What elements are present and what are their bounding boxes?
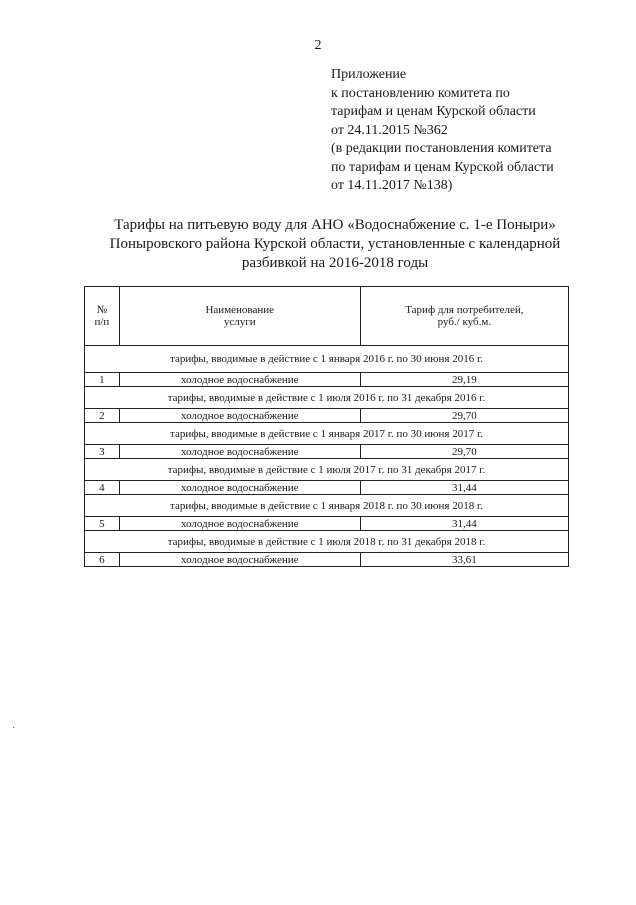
service-name: холодное водоснабжение xyxy=(119,445,360,459)
scan-mark: · xyxy=(12,723,16,734)
appendix-line: по тарифам и ценам Курской области xyxy=(331,159,554,175)
table-row xyxy=(85,517,569,531)
period-row xyxy=(85,531,569,553)
appendix-block xyxy=(331,66,631,196)
tariff-value: 29,19 xyxy=(360,373,568,387)
period-label: тарифы, вводимые в действие с 1 июля 2018 г. по 31 декабря 2018 г. xyxy=(85,531,569,553)
period-row xyxy=(85,346,569,373)
header-num: № п/п xyxy=(85,287,120,346)
period-label: тарифы, вводимые в действие с 1 января 2016 г. по 30 июня 2016 г. xyxy=(85,346,569,373)
tariff-table xyxy=(84,286,569,567)
tariff-value: 31,44 xyxy=(360,481,568,495)
table-row xyxy=(85,445,569,459)
table-row xyxy=(85,373,569,387)
service-name: холодное водоснабжение xyxy=(119,517,360,531)
header-tariff: Тариф для потребителей, руб./ куб.м. xyxy=(360,287,568,346)
service-name: холодное водоснабжение xyxy=(119,553,360,567)
tariff-value: 33,61 xyxy=(360,553,568,567)
appendix-line: к постановлению комитета по xyxy=(331,85,510,101)
period-label: тарифы, вводимые в действие с 1 января 2017 г. по 30 июня 2017 г. xyxy=(85,423,569,445)
appendix-line: от 14.11.2017 №138) xyxy=(331,178,453,193)
appendix-line: от 24.11.2015 №362 xyxy=(331,122,448,138)
tariff-value: 31,44 xyxy=(360,517,568,531)
title-line: разбивкой на 2016-2018 годы xyxy=(241,255,429,271)
period-label: тарифы, вводимые в действие с 1 июля 2016 г. по 31 декабря 2016 г. xyxy=(85,387,569,409)
appendix-line: (в редакции постановления комитета xyxy=(331,141,552,156)
service-name: холодное водоснабжение xyxy=(119,481,360,495)
table-header-row xyxy=(85,287,569,346)
header-service: Наименование услуги xyxy=(119,287,360,346)
table-row xyxy=(85,553,569,567)
row-number: 4 xyxy=(85,481,120,495)
period-label: тарифы, вводимые в действие с 1 января 2018 г. по 30 июня 2018 г. xyxy=(85,495,569,517)
title-line: Поныровского района Курской области, установленные с календарной xyxy=(109,236,561,252)
service-name: холодное водоснабжение xyxy=(119,373,360,387)
service-name: холодное водоснабжение xyxy=(119,409,360,423)
title-line: Тарифы на питьевую воду для АНО «Водоснабжение с. 1-е Поныри» xyxy=(114,217,556,233)
tariff-value: 29,70 xyxy=(360,445,568,459)
appendix-line: тарифам и ценам Курской области xyxy=(331,104,536,119)
period-row xyxy=(85,387,569,409)
row-number: 2 xyxy=(85,409,120,423)
page-number: 2 xyxy=(314,38,322,53)
period-row xyxy=(85,495,569,517)
table-body xyxy=(85,346,569,567)
row-number: 3 xyxy=(85,445,120,459)
row-number: 5 xyxy=(85,517,120,531)
table-row xyxy=(85,481,569,495)
period-label: тарифы, вводимые в действие с 1 июля 2017 г. по 31 декабря 2017 г. xyxy=(85,459,569,481)
tariff-value: 29,70 xyxy=(360,409,568,423)
row-number: 1 xyxy=(85,373,120,387)
period-row xyxy=(85,459,569,481)
period-row xyxy=(85,423,569,445)
appendix-line: Приложение xyxy=(331,67,407,82)
document-title xyxy=(40,216,630,273)
row-number: 6 xyxy=(85,553,120,567)
table-row xyxy=(85,409,569,423)
